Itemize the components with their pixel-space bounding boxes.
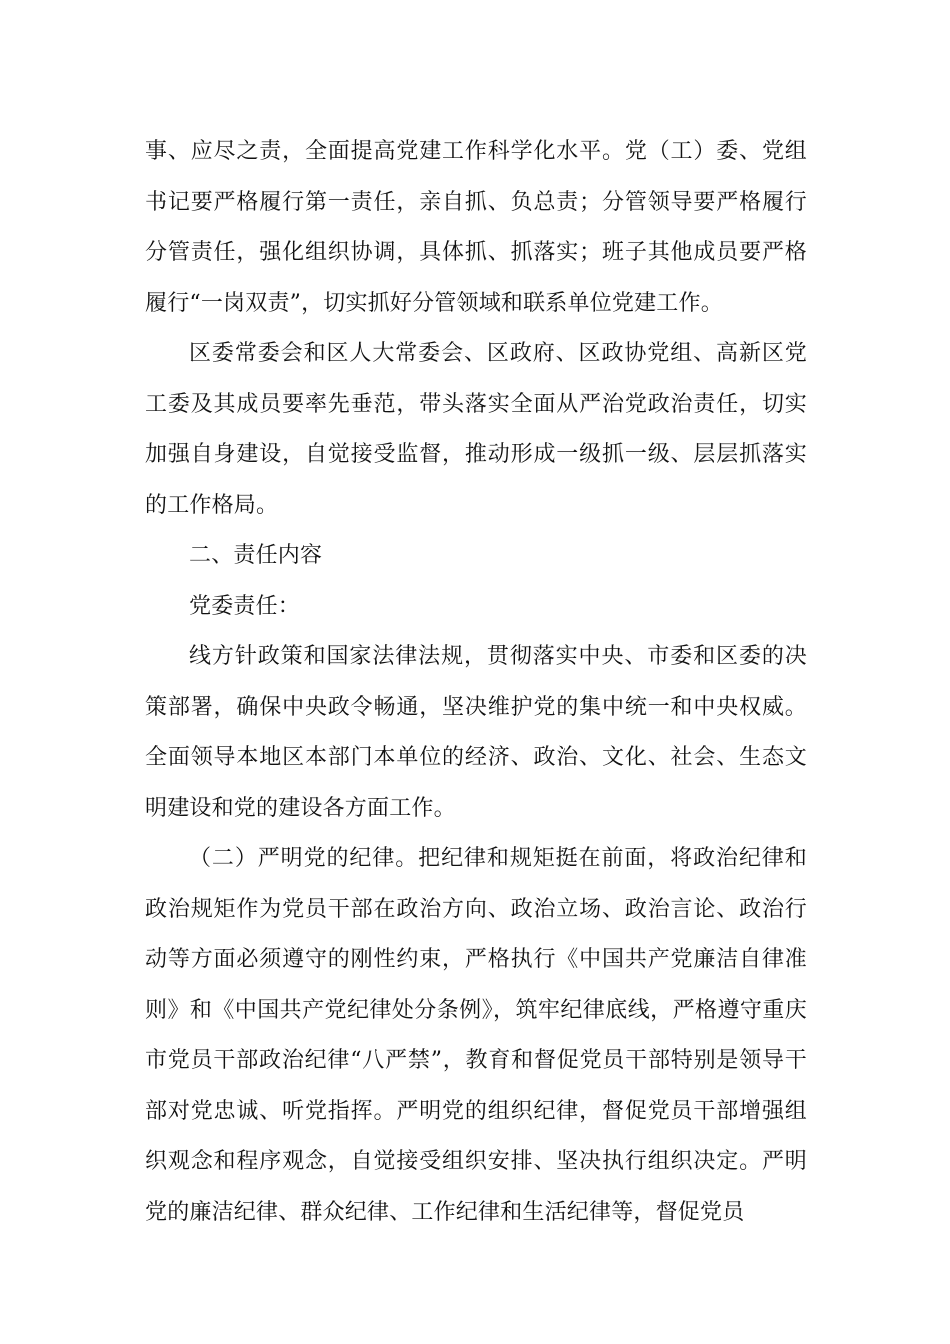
- paragraph-district-leadership: 区委常委会和区人大常委会、区政府、区政协党组、高新区党工委及其成员要率先垂范，带头落实全面从严治党政治责任，切实加强自身建设，自觉接受监督，推动形成一级抓一级、层层抓落实的工作格局。: [145, 341, 807, 518]
- paragraph-policy-implementation: 线方针政策和国家法律法规，贯彻落实中央、市委和区委的决策部署，确保中央政令畅通，坚决维护党的集中统一和中央权威。全面领导本地区本部门本单位的经济、政治、文化、社会、生态文明建设和党的建设各方面工作。: [145, 644, 807, 821]
- paragraph-responsibility-implementation: 事、应尽之责，全面提高党建工作科学化水平。党（工）委、党组书记要严格履行第一责任，亲自抓、负总责；分管领导要严格履行分管责任，强化组织协调，具体抓、抓落实；班子其他成员要严格履行“一岗双责”，切实抓好分管领域和联系单位党建工作。: [145, 139, 807, 316]
- document-body: [145, 127, 807, 1238]
- paragraph-party-discipline: （二）严明党的纪律。把纪律和规矩挺在前面，将政治纪律和政治规矩作为党员干部在政治方向、政治立场、政治言论、政治行动等方面必须遵守的刚性约束，严格执行《中国共产党廉洁自律准则》和《中国共产党纪律处分条例》，筑牢纪律底线，严格遵守重庆市党员干部政治纪律“八严禁”，教育和督促党员干部特别是领导干部对党忠诚、听党指挥。严明党的组织纪律，督促党员干部增强组织观念和程序观念，自觉接受组织安排、坚决执行组织决定。严明党的廉洁纪律、群众纪律、工作纪律和生活纪律等，督促党员: [145, 846, 807, 1225]
- section-heading-responsibility-content: 二、责任内容: [189, 543, 323, 568]
- subheading-party-committee-responsibility: 党委责任：: [189, 593, 301, 619]
